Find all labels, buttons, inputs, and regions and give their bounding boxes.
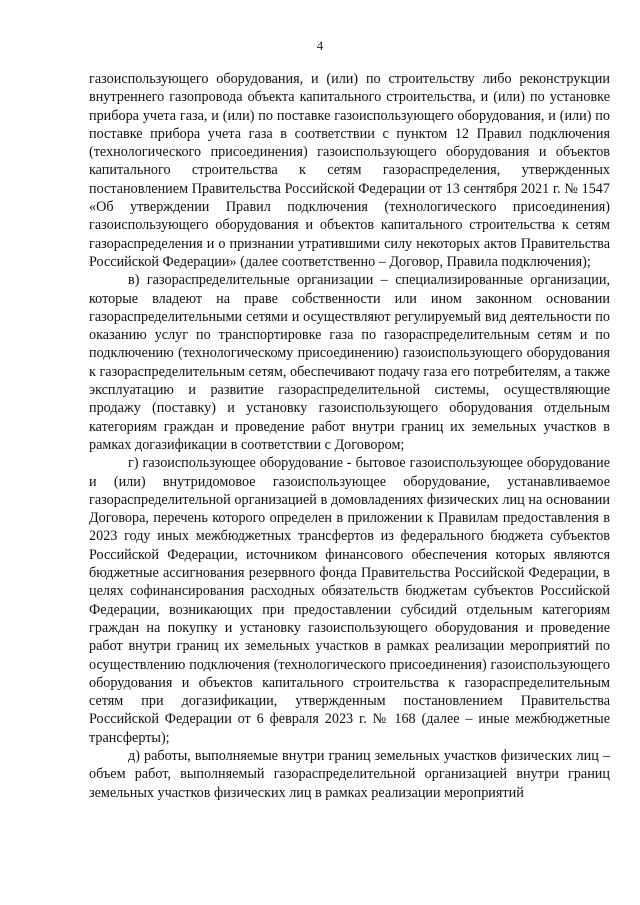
page-number: 4 bbox=[316, 38, 324, 53]
document-body bbox=[89, 70, 610, 802]
paragraph-item-d: д) работы, выполняемые внутри границ земельных участков физических лиц – объем работ, выполняемый газораспределительной организацией внутри границ земельных участков физических лиц в рамках реализации мероприятий bbox=[89, 747, 610, 801]
paragraph-item-g: г) газоиспользующее оборудование - бытовое газоиспользующее оборудование и (или) внутридомовое газоиспользующее оборудование, устанавливаемое газораспределительной организацией в домовладениях физических лиц на основании Договора, перечень которого определен в приложении к Правилам предоставления в 2023 году иных межбюджетных трансфертов из федерального бюджета субъектов Российской Федерации, источником финансового обеспечения которых являются бюджетные ассигнования резервного фонда Правительства Российской Федерации, в целях софинансирования расходных обязательств бюджетам субъектов Российской Федерации, возникающих при предоставлении субсидий отдельным категориям граждан на покупку и установку газоиспользующего оборудования и проведение работ внутри границ их земельных участков в рамках реализации мероприятий по осуществлению подключения (технологического присоединения) газоиспользующего оборудования и объектов капитального строительства к газораспределительным сетям при догазификации, утвержденным постановлением Правительства Российской Федерации от 6 февраля 2023 г. № 168 (далее – иные межбюджетные трансферты); bbox=[89, 455, 610, 746]
paragraph-item-v: в) газораспределительные организации – специализированные организации, которые владеют на праве собственности или ином законном основании газораспределительными сетями и осуществляют регулируемый вид деятельности по оказанию услуг по транспортировке газа по газораспределительным сетям и по подключению (технологическому присоединению) газоиспользующего оборудования к газораспределительным сетям, обеспечивают подачу газа его потребителям, а также эксплуатацию и развитие газораспределительной системы, осуществляющие продажу (поставку) и установку газоиспользующего оборудования отдельным категориям граждан и проведение работ внутри границ их земельных участков в рамках догазификации в соответствии с Договором; bbox=[89, 272, 610, 453]
paragraph-continuation: газоиспользующего оборудования, и (или) по строительству либо реконструкции внутреннего газопровода объекта капитального строительства, и (или) по установке прибора учета газа, и (или) по поставке газоиспользующего оборудования, и (или) по поставке прибора учета газа в соответствии с пунктом 12 Правил подключения (технологического присоединения) газоиспользующего оборудования и объектов капитального строительства к сетям газораспределения, утвержденных постановлением Правительства Российской Федерации от 13 сентября 2021 г. № 1547 «Об утверждении Правил подключения (технологического присоединения) газоиспользующего оборудования и объектов капитального строительства к сетям газораспределения и о признании утратившими силу некоторых актов Правительства Российской Федерации» (далее соответственно – Договор, Правила подключения); bbox=[89, 71, 610, 270]
